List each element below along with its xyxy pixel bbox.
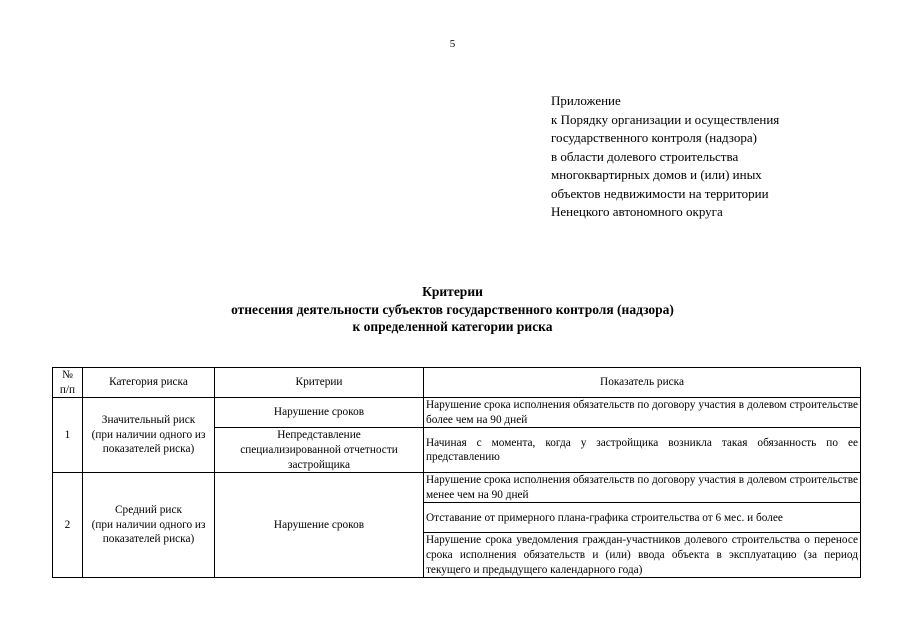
document-heading bbox=[0, 283, 905, 336]
appendix-line: к Порядку организации и осуществления bbox=[551, 111, 780, 127]
appendix-line: многоквартирных домов и (или) иных bbox=[551, 167, 762, 182]
category-line: (при наличии одного из bbox=[91, 428, 206, 441]
header-indicator: Показатель риска bbox=[424, 368, 861, 398]
row-number: 2 bbox=[53, 473, 83, 578]
appendix-line: объектов недвижимости на территории bbox=[551, 185, 769, 201]
category-line: показателей риска) bbox=[102, 443, 195, 456]
heading-subtitle-2: к определенной категории риска bbox=[352, 319, 553, 334]
criterion-cell: Нарушение сроков bbox=[215, 473, 424, 578]
table-row bbox=[53, 398, 861, 428]
appendix-line: государственного контроля (надзора) bbox=[551, 130, 757, 145]
table-header-row bbox=[53, 368, 861, 398]
appendix-line: Приложение bbox=[551, 93, 621, 108]
indicator-cell: Нарушение срока исполнения обязательств по договору участия в долевом строительстве более чем на 90 дней bbox=[424, 398, 861, 428]
header-criteria: Критерии bbox=[215, 368, 424, 398]
header-number bbox=[53, 368, 83, 398]
category-line: Значительный риск bbox=[101, 414, 196, 427]
criterion-cell: Нарушение сроков bbox=[215, 398, 424, 428]
category-line: Средний риск bbox=[115, 504, 182, 517]
heading-subtitle: отнесения деятельности субъектов государственного контроля (надзора) bbox=[231, 301, 674, 317]
category-line: показателей риска) bbox=[102, 533, 195, 546]
indicator-cell: Отставание от примерного плана-графика строительства от 6 мес. и более bbox=[424, 503, 861, 533]
indicator-cell: Нарушение срока исполнения обязательств по договору участия в долевом строительстве менее чем на 90 дней bbox=[424, 473, 861, 503]
risk-category bbox=[83, 398, 215, 473]
table-row bbox=[53, 473, 861, 503]
header-number-line: № bbox=[62, 369, 73, 381]
page-number: 5 bbox=[449, 38, 456, 50]
criterion-line: специализированной отчетности bbox=[240, 443, 398, 456]
heading-title: Критерии bbox=[422, 284, 483, 299]
appendix-line: в области долевого строительства bbox=[551, 148, 739, 164]
risk-criteria-table bbox=[52, 367, 861, 578]
criterion-line: застройщика bbox=[288, 458, 350, 471]
indicator-cell: Нарушение срока уведомления граждан-участников долевого строительства о переносе срока исполнения обязательств и (или) ввода объекта в эксплуатацию (за период текущего и предыдущего календарного года) bbox=[424, 533, 861, 578]
risk-category bbox=[83, 473, 215, 578]
criterion-line: Непредставление bbox=[277, 429, 361, 442]
category-line: (при наличии одного из bbox=[91, 518, 206, 531]
header-category: Категория риска bbox=[83, 368, 215, 398]
criterion-cell bbox=[215, 428, 424, 473]
appendix-block bbox=[551, 92, 881, 222]
indicator-cell: Начиная с момента, когда у застройщика возникла такая обязанность по ее представлению bbox=[424, 428, 861, 473]
header-number-line: п/п bbox=[59, 383, 76, 396]
appendix-line: Ненецкого автономного округа bbox=[551, 204, 723, 219]
row-number: 1 bbox=[53, 398, 83, 473]
